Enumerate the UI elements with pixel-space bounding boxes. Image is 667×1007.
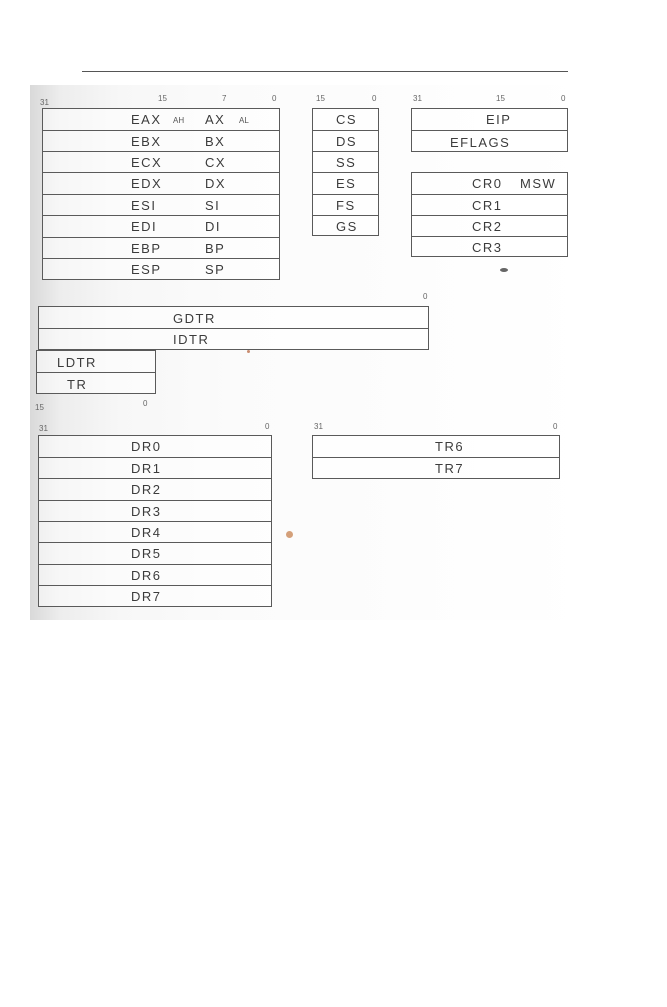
register-cr2: CR2 [472, 219, 503, 234]
segment-register-box [312, 108, 379, 236]
register-ecx: ECX [131, 155, 163, 170]
scan-speck [247, 350, 250, 353]
register-dx: DX [205, 176, 227, 191]
register-edx: EDX [131, 176, 163, 191]
register-ax: AX [205, 112, 226, 127]
register-edi: EDI [131, 219, 158, 234]
register-cr3: CR3 [472, 240, 503, 255]
register-ss: SS [336, 155, 357, 170]
bit-label-0: 0 [561, 94, 566, 103]
register-row-ecx [43, 151, 279, 172]
register-esi: ESI [131, 198, 157, 213]
debug-row-dr4 [39, 521, 271, 542]
control-row-cr2 [412, 215, 567, 236]
register-cr0: CR0 [472, 176, 503, 191]
register-bp: BP [205, 241, 226, 256]
register-ebp: EBP [131, 241, 162, 256]
register-row-esp [43, 258, 279, 279]
register-row-edi [43, 215, 279, 236]
segment-row-ds [313, 130, 378, 151]
register-eip: EIP [486, 112, 512, 127]
header-rule [82, 71, 568, 72]
bit-label-0: 0 [372, 94, 377, 103]
general-register-box [42, 108, 280, 280]
debug-row-dr7 [39, 585, 271, 606]
register-ebx: EBX [131, 134, 162, 149]
register-si: SI [205, 198, 221, 213]
debug-row-dr6 [39, 564, 271, 585]
register-dr3: DR3 [131, 504, 162, 519]
bit-label-15: 15 [158, 94, 167, 103]
register-tr6: TR6 [435, 439, 465, 454]
register-al: AL [239, 116, 249, 125]
register-di: DI [205, 219, 221, 234]
segment-row-ss [313, 151, 378, 172]
control-row-cr3 [412, 236, 567, 256]
register-es: ES [336, 176, 357, 191]
register-row-ebx [43, 130, 279, 151]
bit-label-0: 0 [272, 94, 277, 103]
segment-row-cs [313, 109, 378, 130]
register-dr0: DR0 [131, 439, 162, 454]
register-ldtr: LDTR [57, 355, 97, 370]
bit-label-31: 31 [40, 98, 49, 107]
debug-row-dr1 [39, 457, 271, 478]
test-row-tr7 [313, 457, 559, 478]
register-dr4: DR4 [131, 525, 162, 540]
register-sp: SP [205, 262, 226, 277]
register-gs: GS [336, 219, 358, 234]
register-dr1: DR1 [131, 461, 162, 476]
segment-row-gs [313, 215, 378, 235]
bit-label-0: 0 [423, 292, 428, 301]
debug-register-box [38, 435, 272, 607]
register-eflags: EFLAGS [450, 135, 511, 150]
control-row-cr1 [412, 194, 567, 215]
tr-row [37, 372, 155, 393]
debug-row-dr5 [39, 542, 271, 563]
register-row-ebp [43, 237, 279, 258]
debug-row-dr0 [39, 436, 271, 457]
bit-label-0: 0 [143, 399, 148, 408]
register-ah: AH [173, 116, 185, 125]
register-cx: CX [205, 155, 227, 170]
debug-row-dr3 [39, 500, 271, 521]
bit-label-31: 31 [314, 422, 323, 431]
register-tr7: TR7 [435, 461, 465, 476]
selector-box [36, 350, 156, 394]
eip-eflags-box [411, 108, 568, 152]
test-row-tr6 [313, 436, 559, 457]
register-dr6: DR6 [131, 568, 162, 583]
debug-row-dr2 [39, 478, 271, 499]
bit-label-31: 31 [413, 94, 422, 103]
bit-label-31: 31 [39, 424, 48, 433]
register-gdtr: GDTR [173, 311, 216, 326]
register-cr1: CR1 [472, 198, 503, 213]
gdtr-row [39, 307, 428, 328]
register-tr: TR [67, 377, 88, 392]
ldtr-row [37, 351, 155, 372]
register-cs: CS [336, 112, 358, 127]
register-bx: BX [205, 134, 226, 149]
segment-row-es [313, 172, 378, 193]
descriptor-table-box [38, 306, 429, 350]
register-esp: ESP [131, 262, 162, 277]
register-fs: FS [336, 198, 356, 213]
register-dr2: DR2 [131, 482, 162, 497]
bit-label-0: 0 [553, 422, 558, 431]
bit-label-7: 7 [222, 94, 227, 103]
bit-label-15: 15 [316, 94, 325, 103]
control-row-cr0 [412, 173, 567, 194]
bit-label-15: 15 [496, 94, 505, 103]
scan-speck [500, 268, 508, 272]
register-dr5: DR5 [131, 546, 162, 561]
register-row-esi [43, 194, 279, 215]
idtr-row [39, 328, 428, 349]
register-idtr: IDTR [173, 332, 210, 347]
register-ds: DS [336, 134, 358, 149]
bit-label-0: 0 [265, 422, 270, 431]
bit-label-15: 15 [35, 403, 44, 412]
register-row-eax [43, 109, 279, 130]
control-register-box [411, 172, 568, 257]
test-register-box [312, 435, 560, 479]
register-row-edx [43, 172, 279, 193]
eip-row [412, 109, 567, 130]
register-dr7: DR7 [131, 589, 162, 604]
scan-speck [286, 531, 293, 538]
segment-row-fs [313, 194, 378, 215]
register-msw: MSW [520, 176, 557, 191]
register-eax: EAX [131, 112, 162, 127]
eflags-row [412, 130, 567, 151]
